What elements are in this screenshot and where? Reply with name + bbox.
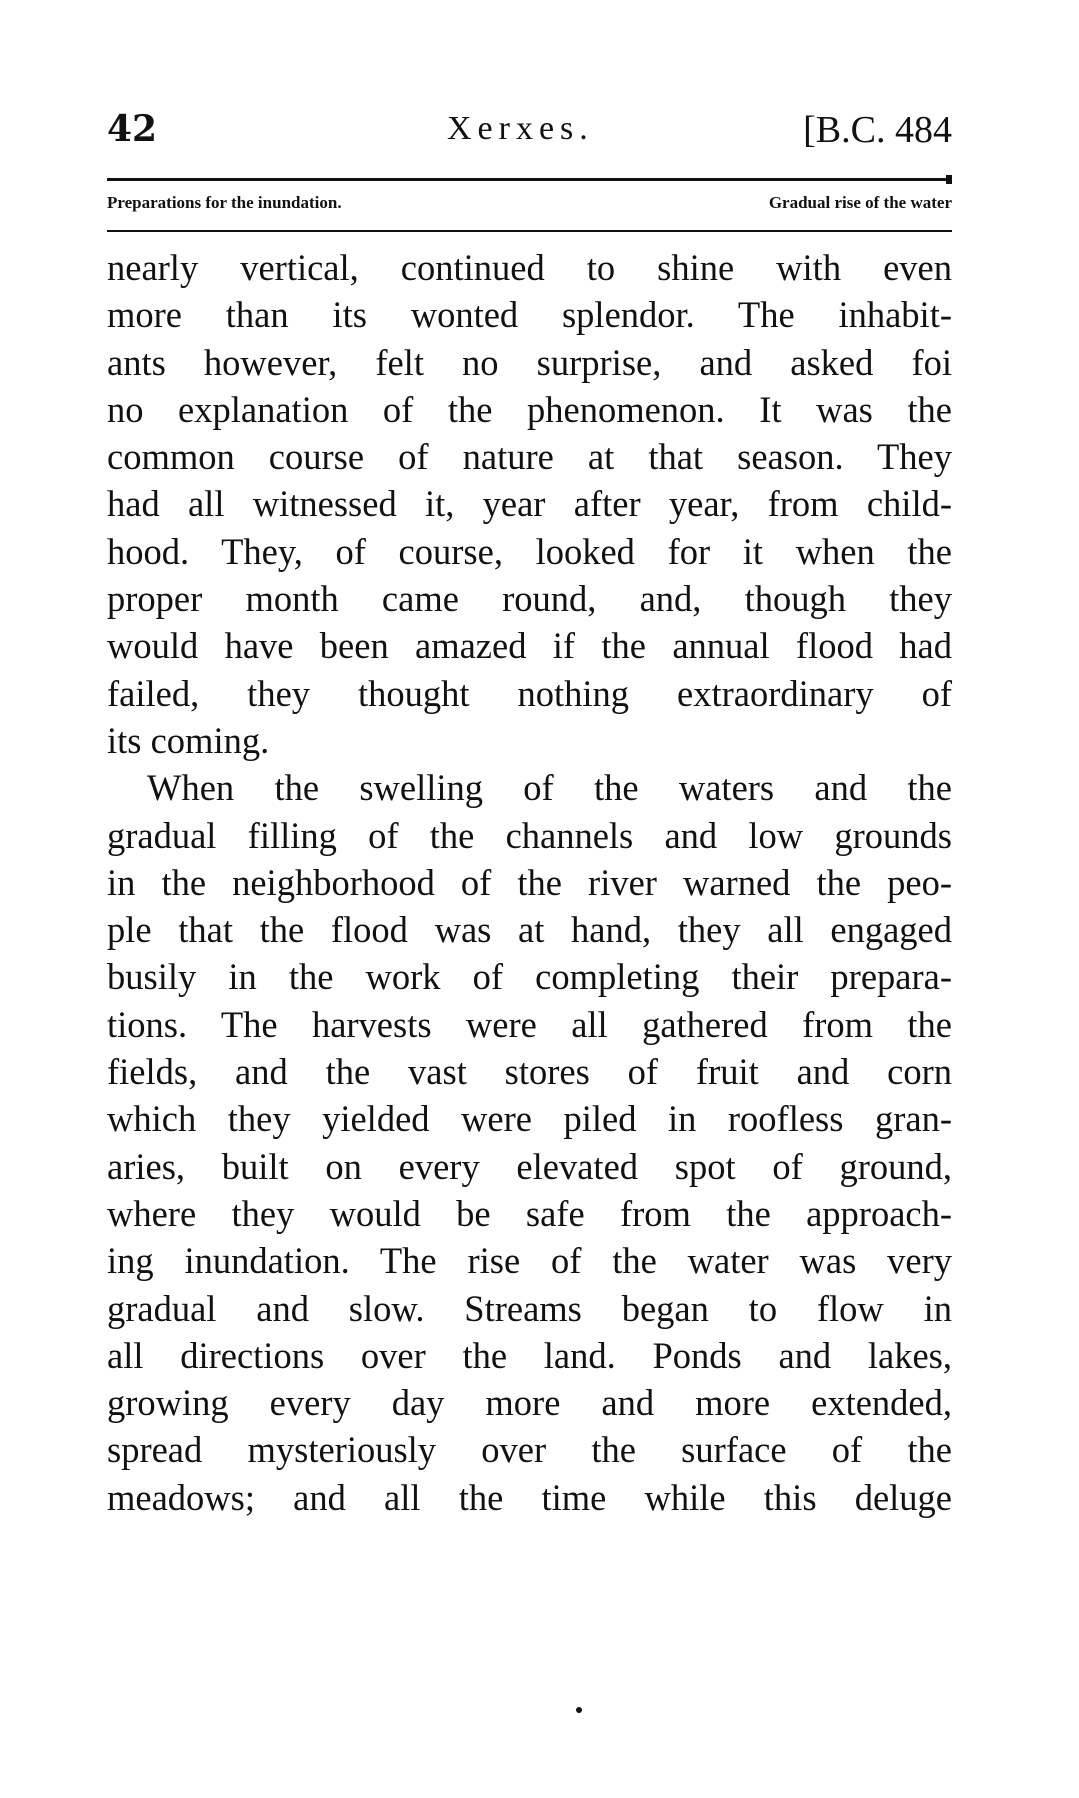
- text-line: fields, and the vast stores of fruit and corn: [107, 1051, 952, 1093]
- text-line: its coming.: [107, 719, 270, 761]
- text-line: common course of nature at that season. They: [107, 436, 952, 478]
- marginal-note-left: Preparations for the inundation.: [107, 193, 342, 212]
- text-line: growing every day more and more extended,: [107, 1382, 952, 1424]
- text-line: When the swelling of the waters and the: [147, 767, 952, 809]
- header-rule-bottom: [107, 230, 952, 232]
- text-line: in the neighborhood of the river warned the peo-: [107, 861, 952, 903]
- text-line: nearly vertical, continued to shine with even: [107, 247, 952, 288]
- text-line: gradual filling of the channels and low grounds: [107, 814, 952, 856]
- text-line: meadows; and all the time while this deluge: [107, 1476, 952, 1518]
- text-line: would have been amazed if the annual flood had: [107, 625, 952, 667]
- page-number: 42: [107, 108, 158, 150]
- text-line: ple that the flood was at hand, they all engaged: [107, 909, 952, 951]
- running-head: [107, 108, 952, 168]
- text-line: all directions over the land. Ponds and lakes,: [107, 1334, 952, 1376]
- text-line: ing inundation. The rise of the water was very: [107, 1240, 952, 1282]
- running-title: Xerxes.: [447, 110, 594, 147]
- text-line: failed, they thought nothing extraordinary of: [107, 672, 952, 714]
- text-line: hood. They, of course, looked for it when the: [107, 530, 952, 572]
- running-date: [B.C. 484: [803, 109, 952, 151]
- text-line: spread mysteriously over the surface of the: [107, 1429, 952, 1471]
- text-line: which they yielded were piled in roofless gran-: [107, 1098, 952, 1140]
- text-line: proper month came round, and, though they: [107, 578, 952, 620]
- text-line: busily in the work of completing their prepara-: [107, 956, 952, 998]
- text-line: gradual and slow. Streams began to flow in: [107, 1287, 952, 1329]
- text-line: aries, built on every elevated spot of ground,: [107, 1145, 952, 1187]
- text-line: where they would be safe from the approach-: [107, 1192, 952, 1234]
- signature-mark: [576, 1707, 582, 1713]
- header-rule-top: [107, 178, 952, 181]
- body-text: [107, 244, 952, 1521]
- text-line: ants however, felt no surprise, and asked foi: [107, 341, 952, 383]
- text-line: had all witnessed it, year after year, from child-: [107, 483, 952, 525]
- text-line: no explanation of the phenomenon. It was the: [107, 388, 952, 430]
- marginal-note-right: Gradual rise of the water: [768, 193, 952, 212]
- text-line: tions. The harvests were all gathered from the: [107, 1003, 952, 1045]
- text-line: more than its wonted splendor. The inhabit-: [107, 294, 952, 336]
